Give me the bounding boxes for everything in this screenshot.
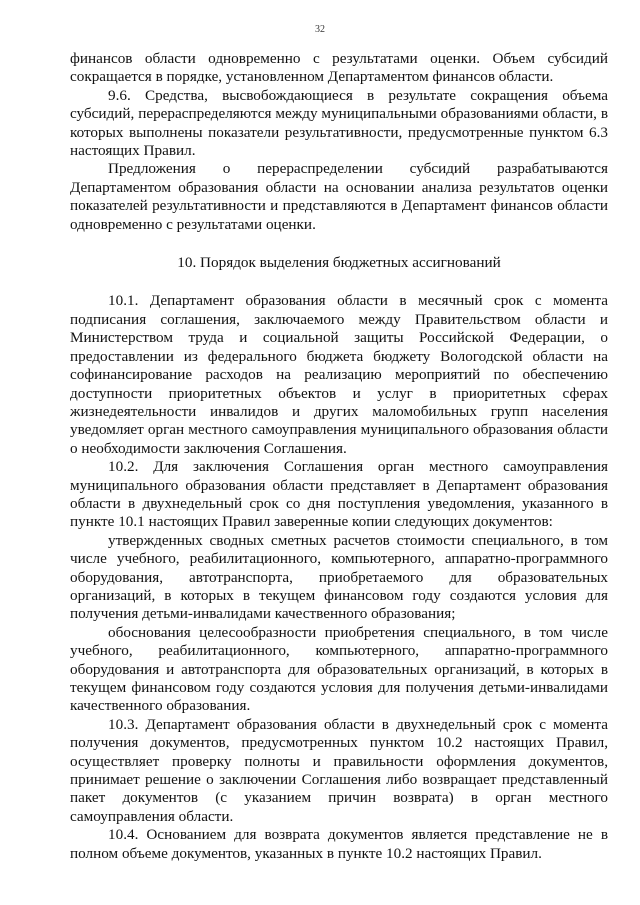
paragraph-10-4: 10.4. Основанием для возврата документов является представление не в полном объеме документов, указанных в пункте 10.2 настоящих Правил. [70,826,608,862]
paragraph-10-2-item-estimates: утвержденных сводных сметных расчетов стоимости специального, в том числе учебного, реабилитационного, компьютерного, аппаратно-программного оборудования, автотранспорта, приобретаемого для образовательных организаций, в которых в текущем финансовом году создаются условия для получения детьми-инвалидами качественного образования; [70,531,608,623]
paragraph-10-1: 10.1. Департамент образования области в месячный срок с момента подписания соглашения, заключаемого между Правительством области и Министерством труда и социальной защиты Российской Федерации, о предоставлении из федерального бюджета бюджету Вологодской области на софинансирование расходов на реализацию мероприятий по обеспечению доступности приоритетных объектов и услуг в приоритетных сферах жизнедеятельности инвалидов и других маломобильных групп населения уведомляет орган местного самоуправления муниципального образования области о необходимости заключения Соглашения. [70,292,608,457]
document-body [70,50,608,863]
paragraph-proposals: Предложения о перераспределении субсидий разрабатываются Департаментом образования области на основании анализа результатов оценки показателей результативности и представляются в Департамент финансов области одновременно с результатами оценки. [70,160,608,233]
paragraph-10-2: 10.2. Для заключения Соглашения орган местного самоуправления муниципального образования области представляет в Департамент образования области в двухнедельный срок со дня поступления уведомления, указанного в пункте 10.1 настоящих Правил заверенные копии следующих документов: [70,458,608,531]
paragraph-9-6: 9.6. Средства, высвобождающиеся в результате сокращения объема субсидий, перераспределяются между муниципальными образованиями области, в которых выполнены показатели результативности, предусмотренные пунктом 6.3 настоящих Правил. [70,86,608,160]
page-number: 32 [315,24,325,35]
paragraph-10-2-item-justification: обоснования целесообразности приобретения специального, в том числе учебного, реабилитационного, компьютерного, аппаратно-программного оборудования и автотранспорта для образовательных организаций, в которых в текущем финансовом году создаются условия для получения детьми-инвалидами качественного образования. [70,623,608,715]
paragraph-continuation: финансов области одновременно с результатами оценки. Объем субсидий сокращается в порядке, установленном Департаментом финансов области. [70,50,608,86]
section-heading: 10. Порядок выделения бюджетных ассигнований [177,254,501,272]
paragraph-10-3: 10.3. Департамент образования области в двухнедельный срок с момента получения документов, предусмотренных пунктом 10.2 настоящих Правил, осуществляет проверку полноты и правильности оформления документов, принимает решение о заключении Соглашения либо возвращает представленный пакет документов (с указанием причин возврата) в орган местного самоуправления области. [70,715,608,825]
